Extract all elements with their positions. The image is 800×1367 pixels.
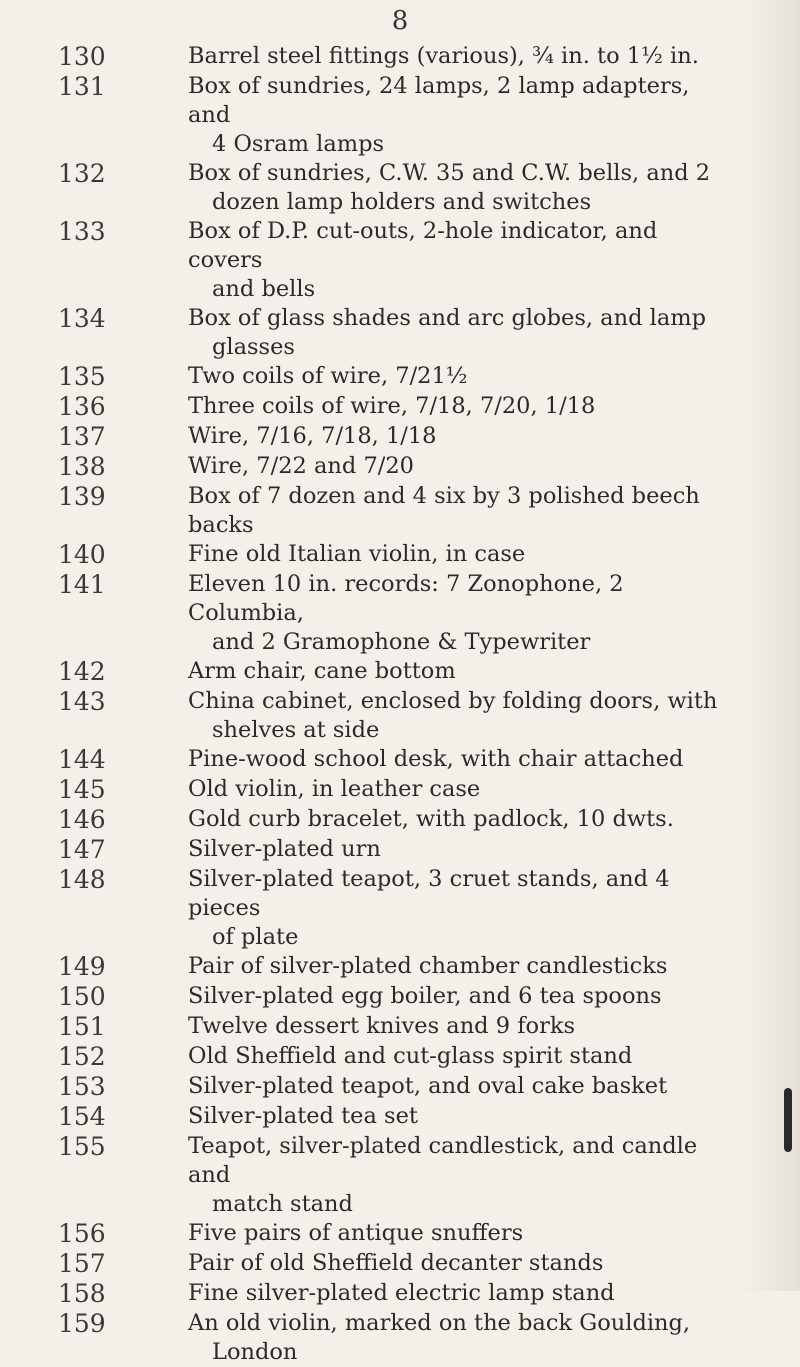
lot-description: [166, 1219, 736, 1248]
lot-item: [0, 835, 800, 865]
lot-description-line: Teapot, silver-plated candlestick, and candle and: [188, 1133, 698, 1188]
lot-description-line: Pine-wood school desk, with chair attached: [188, 746, 684, 772]
lot-description-line: Old violin, in leather case: [188, 776, 481, 802]
lot-description: [166, 745, 736, 774]
lot-item: [0, 687, 800, 745]
lot-description: [166, 540, 736, 569]
lot-number: 146: [58, 805, 106, 834]
lot-item: [0, 657, 800, 687]
binding-mark: [784, 1088, 792, 1152]
lot-number: 157: [58, 1249, 106, 1278]
lot-description: [166, 304, 736, 362]
lot-description: [166, 657, 736, 686]
lot-number: 150: [58, 982, 106, 1011]
lot-description-line: Silver-plated teapot, 3 cruet stands, and 4 pieces: [188, 866, 670, 921]
lot-number: 152: [58, 1042, 106, 1071]
lot-description-line: Pair of old Sheffield decanter stands: [188, 1250, 604, 1276]
lot-description-continuation: of plate: [212, 924, 299, 950]
lot-number: 151: [58, 1012, 106, 1041]
lot-description: [166, 687, 736, 745]
lot-number: 153: [58, 1072, 106, 1101]
lot-description-line: Silver-plated tea set: [188, 1103, 418, 1129]
lot-description-line: Box of 7 dozen and 4 six by 3 polished beech backs: [188, 483, 700, 538]
lot-description-line: Five pairs of antique snuffers: [188, 1220, 524, 1246]
lot-item: [0, 72, 800, 159]
lot-number: 142: [58, 657, 106, 686]
lot-description: [166, 865, 736, 952]
lot-number: 148: [58, 865, 106, 894]
lot-description-line: Fine silver-plated electric lamp stand: [188, 1280, 615, 1306]
lot-item: [0, 1042, 800, 1072]
lot-number: 144: [58, 745, 106, 774]
lot-item: [0, 1279, 800, 1309]
lot-number: 159: [58, 1309, 106, 1338]
lot-description: [166, 362, 736, 391]
lot-description: [166, 952, 736, 981]
lot-description: [166, 217, 736, 304]
lot-number: 133: [58, 217, 106, 246]
lot-number: 132: [58, 159, 106, 188]
lot-item: [0, 540, 800, 570]
lot-description-line: Arm chair, cane bottom: [188, 658, 456, 684]
lot-description-line: Box of sundries, C.W. 35 and C.W. bells, and 2: [188, 160, 711, 186]
lot-description-line: Three coils of wire, 7/18, 7/20, 1/18: [188, 393, 596, 419]
lot-description: [166, 982, 736, 1011]
lot-number: 135: [58, 362, 106, 391]
lot-description: [166, 1072, 736, 1101]
lot-description-line: Box of sundries, 24 lamps, 2 lamp adapters, and: [188, 73, 690, 128]
lot-number: 154: [58, 1102, 106, 1131]
lot-description-line: Fine old Italian violin, in case: [188, 541, 526, 567]
lot-description: [166, 72, 736, 159]
lot-list: [0, 42, 800, 1367]
lot-description-continuation: shelves at side: [212, 717, 380, 743]
lot-item: [0, 422, 800, 452]
lot-description-continuation: London: [212, 1339, 298, 1365]
lot-item: [0, 362, 800, 392]
lot-description: [166, 1132, 736, 1219]
lot-item: [0, 159, 800, 217]
lot-number: 143: [58, 687, 106, 716]
lot-number: 139: [58, 482, 106, 511]
lot-item: [0, 42, 800, 72]
lot-description-line: Twelve dessert knives and 9 forks: [188, 1013, 576, 1039]
lot-number: 138: [58, 452, 106, 481]
lot-description-line: An old violin, marked on the back Goulding,: [188, 1310, 691, 1336]
lot-item: [0, 1219, 800, 1249]
lot-description: [166, 775, 736, 804]
lot-item: [0, 304, 800, 362]
lot-item: [0, 865, 800, 952]
lot-description-line: Two coils of wire, 7/21½: [188, 363, 468, 389]
lot-description: [166, 1042, 736, 1071]
lot-number: 156: [58, 1219, 106, 1248]
lot-description: [166, 392, 736, 421]
lot-description-line: China cabinet, enclosed by folding doors, with: [188, 688, 718, 714]
lot-item: [0, 1309, 800, 1367]
lot-description-line: Wire, 7/22 and 7/20: [188, 453, 414, 479]
lot-item: [0, 482, 800, 540]
lot-item: [0, 452, 800, 482]
lot-number: 147: [58, 835, 106, 864]
lot-number: 137: [58, 422, 106, 451]
lot-number: 131: [58, 72, 106, 101]
lot-description: [166, 1102, 736, 1131]
lot-item: [0, 1012, 800, 1042]
lot-number: 155: [58, 1132, 106, 1161]
lot-number: 145: [58, 775, 106, 804]
lot-item: [0, 1072, 800, 1102]
lot-description-continuation: match stand: [212, 1191, 353, 1217]
lot-description: [166, 422, 736, 451]
lot-item: [0, 570, 800, 657]
lot-item: [0, 775, 800, 805]
lot-description: [166, 1309, 736, 1367]
lot-description-line: Pair of silver-plated chamber candlesticks: [188, 953, 668, 979]
lot-description-line: Barrel steel fittings (various), ¾ in. to 1½ in.: [188, 43, 699, 69]
lot-item: [0, 982, 800, 1012]
lot-description-continuation: 4 Osram lamps: [212, 131, 385, 157]
lot-number: 141: [58, 570, 106, 599]
page-number: 8: [391, 6, 409, 36]
lot-description-line: Old Sheffield and cut-glass spirit stand: [188, 1043, 633, 1069]
lot-description: [166, 42, 736, 71]
lot-description-line: Silver-plated egg boiler, and 6 tea spoons: [188, 983, 662, 1009]
lot-description-line: Box of glass shades and arc globes, and lamp: [188, 305, 706, 331]
lot-description-line: Box of D.P. cut-outs, 2-hole indicator, and covers: [188, 218, 658, 273]
lot-description-line: Wire, 7/16, 7/18, 1/18: [188, 423, 437, 449]
lot-item: [0, 805, 800, 835]
lot-item: [0, 217, 800, 304]
lot-item: [0, 1132, 800, 1219]
lot-item: [0, 745, 800, 775]
lot-description-line: Silver-plated teapot, and oval cake basket: [188, 1073, 668, 1099]
lot-item: [0, 1249, 800, 1279]
lot-item: [0, 1102, 800, 1132]
lot-description: [166, 805, 736, 834]
lot-description-continuation: dozen lamp holders and switches: [212, 189, 592, 215]
lot-description: [166, 1279, 736, 1308]
lot-number: 140: [58, 540, 106, 569]
lot-description-continuation: glasses: [212, 334, 295, 360]
lot-number: 134: [58, 304, 106, 333]
lot-number: 149: [58, 952, 106, 981]
lot-description: [166, 835, 736, 864]
lot-description-line: Gold curb bracelet, with padlock, 10 dwts.: [188, 806, 674, 832]
lot-description: [166, 1012, 736, 1041]
lot-number: 158: [58, 1279, 106, 1308]
lot-description-continuation: and 2 Gramophone & Typewriter: [212, 629, 591, 655]
lot-description: [166, 482, 736, 540]
lot-description: [166, 570, 736, 657]
lot-number: 130: [58, 42, 106, 71]
lot-item: [0, 952, 800, 982]
lot-description-continuation: and bells: [212, 276, 316, 302]
lot-description-line: Eleven 10 in. records: 7 Zonophone, 2 Columbia,: [188, 571, 624, 626]
lot-item: [0, 392, 800, 422]
lot-description: [166, 452, 736, 481]
lot-description: [166, 159, 736, 217]
lot-description: [166, 1249, 736, 1278]
lot-number: 136: [58, 392, 106, 421]
lot-description-line: Silver-plated urn: [188, 836, 381, 862]
